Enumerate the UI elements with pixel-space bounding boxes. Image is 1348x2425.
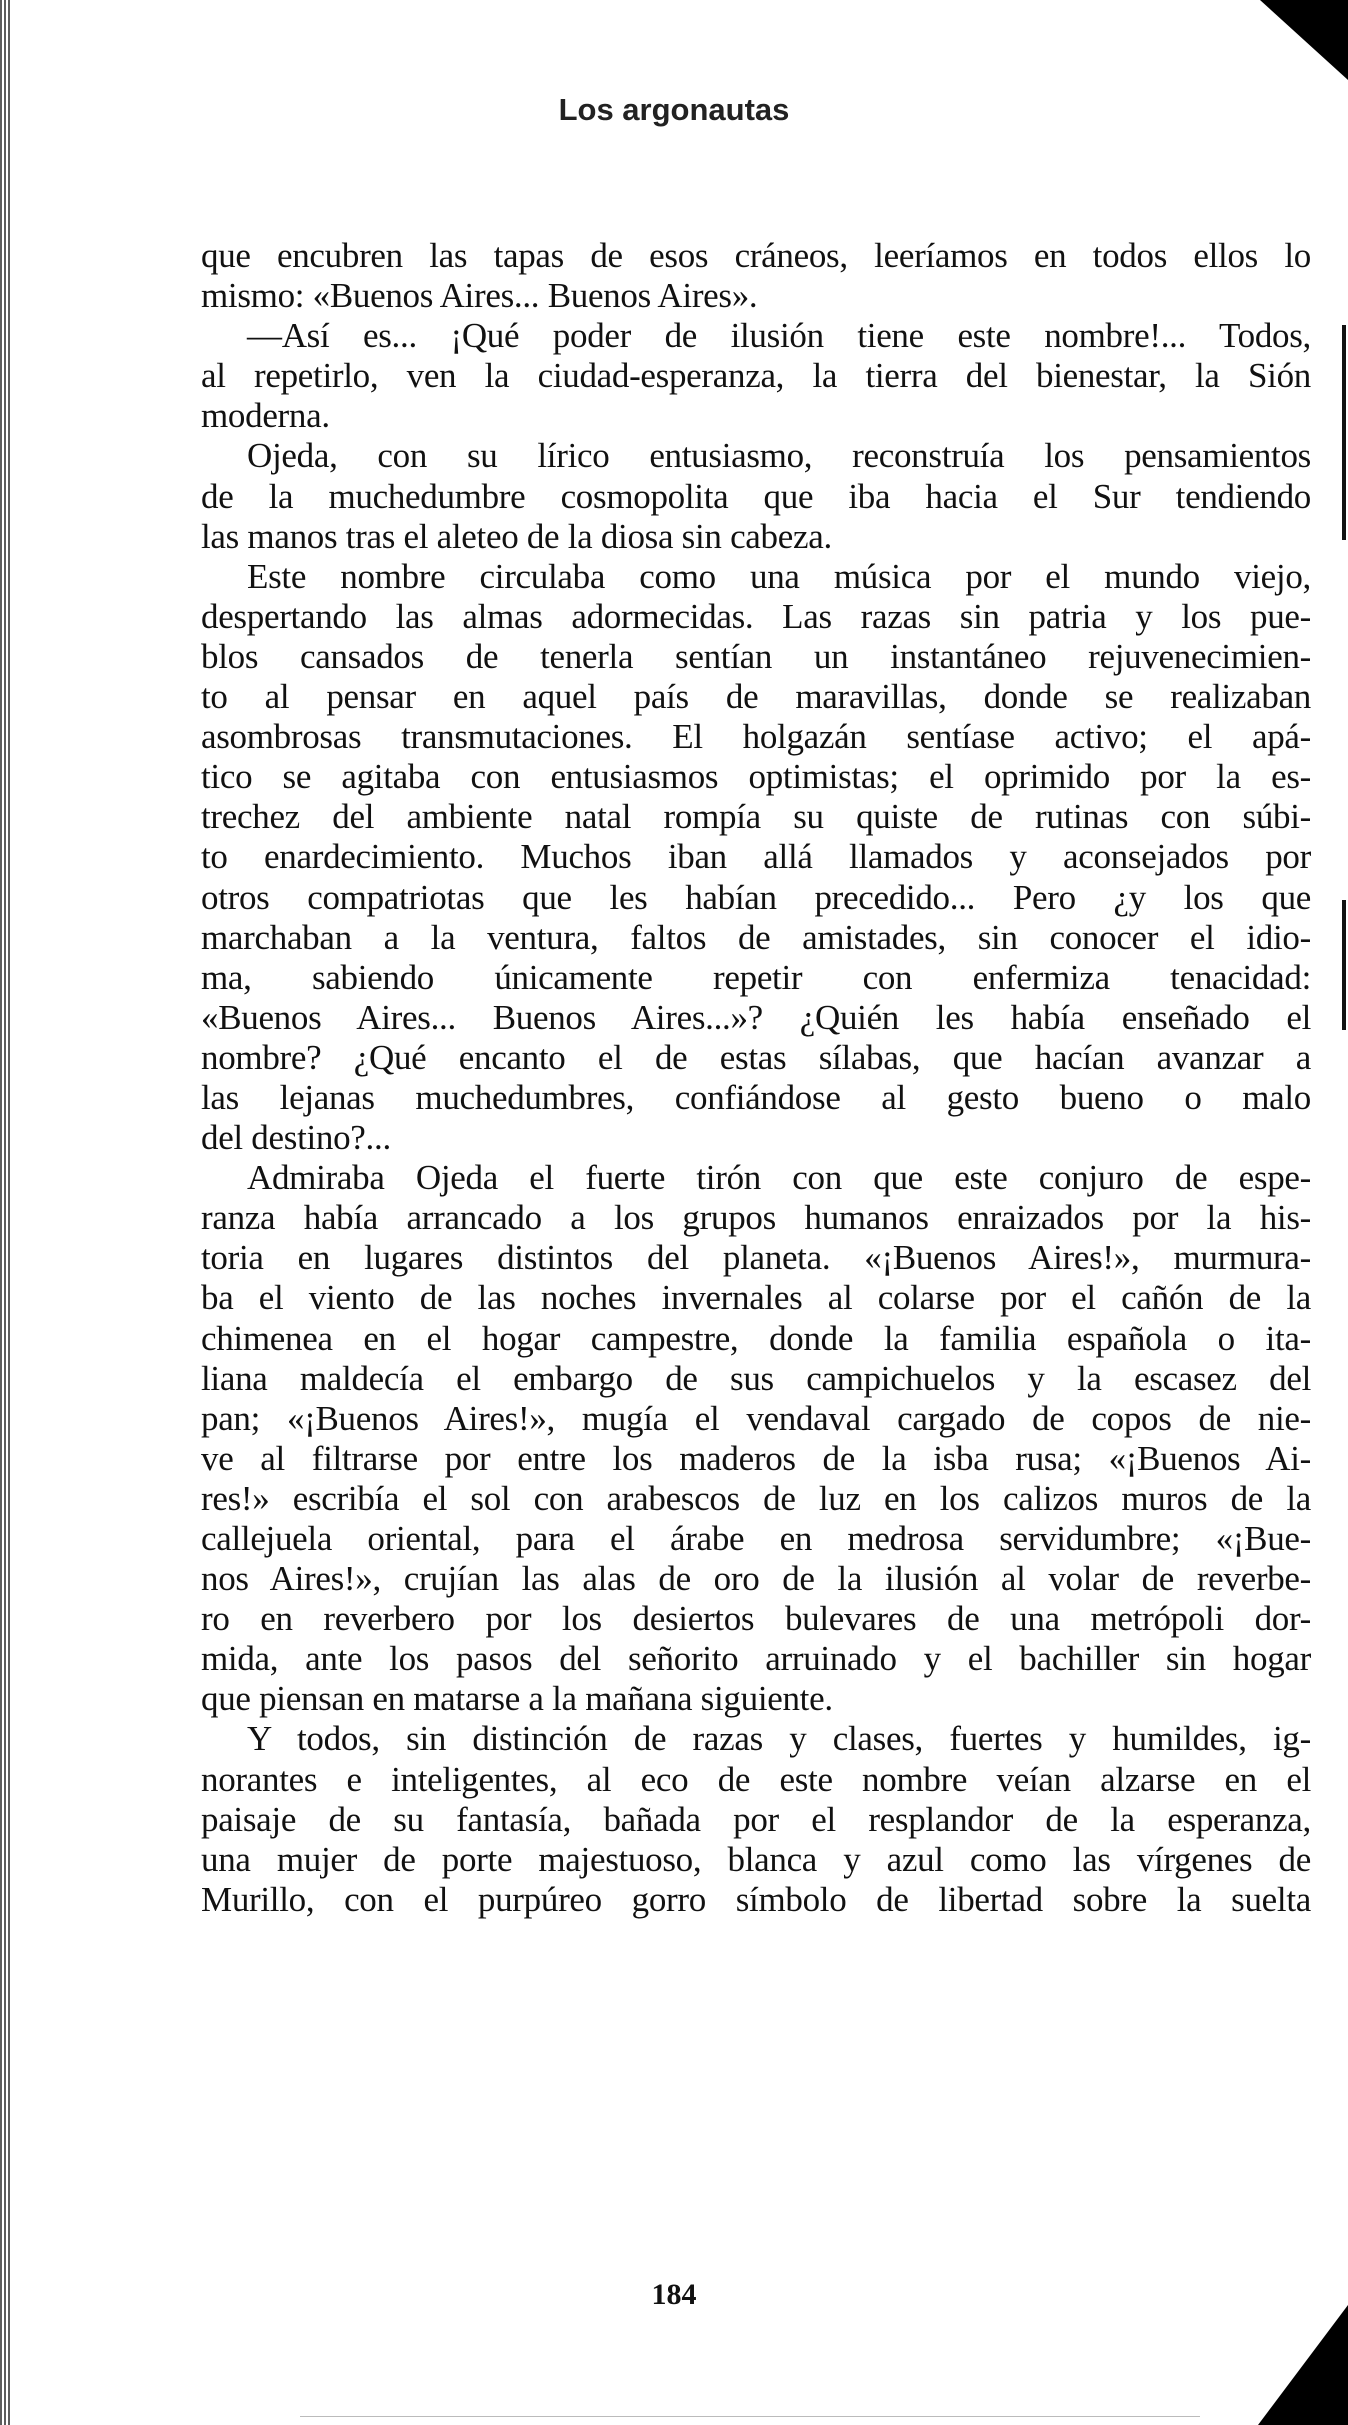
text-line: toria en lugares distintos del planeta. «¡Buenos Aires!», murmura-	[201, 1238, 1311, 1278]
text-line: nombre? ¿Qué encanto el de estas sílabas, que hacían avanzar a	[201, 1037, 1311, 1077]
text-line: marchaban a la ventura, faltos de amistades, sin conocer el idio-	[201, 917, 1311, 957]
page-number: 184	[651, 2278, 697, 2311]
text-line: Y todos, sin distinción de razas y clases, fuertes y humildes, ig-	[247, 1719, 1311, 1759]
text-line: ranza había arrancado a los grupos humanos enraizados por la his-	[201, 1198, 1311, 1238]
text-line: paisaje de su fantasía, bañada por el resplandor de la esperanza,	[201, 1799, 1311, 1839]
text-line: las lejanas muchedumbres, confiándose al gesto bueno o malo	[201, 1077, 1311, 1117]
text-line: ma, sabiendo únicamente repetir con enfermiza tenacidad:	[201, 957, 1311, 997]
text-line: que encubren las tapas de esos cráneos, leeríamos en todos ellos lo	[201, 236, 1311, 275]
text-line: moderna.	[201, 396, 330, 436]
text-line: —Así es... ¡Qué poder de ilusión tiene este nombre!... Todos,	[247, 316, 1311, 356]
text-line: despertando las almas adormecidas. Las razas sin patria y los pue-	[201, 596, 1311, 636]
text-line: asombrosas transmutaciones. El holgazán sentíase activo; el apá-	[201, 717, 1311, 757]
scan-bottom-edge	[300, 2416, 1200, 2417]
running-header	[0, 92, 1348, 128]
text-line: callejuela oriental, para el árabe en medrosa servidumbre; «¡Bue-	[201, 1519, 1311, 1558]
scan-corner-shadow	[1258, 2305, 1348, 2425]
text-line: to al pensar en aquel país de maravillas, donde se realizaban	[201, 677, 1311, 717]
text-line: de la muchedumbre cosmopolita que iba hacia el Sur tendiendo	[201, 476, 1311, 516]
text-line: blos cansados de tenerla sentían un instantáneo rejuvenecimien-	[201, 636, 1311, 676]
text-line: Ojeda, con su lírico entusiasmo, reconstruía los pensamientos	[247, 436, 1311, 476]
text-line: que piensan en matarse a la mañana siguiente.	[201, 1679, 833, 1719]
text-line: Murillo, con el purpúreo gorro símbolo de libertad sobre la suelta	[201, 1879, 1311, 1919]
text-line: trechez del ambiente natal rompía su quiste de rutinas con súbi-	[201, 797, 1311, 837]
book-title: Los argonautas	[558, 92, 790, 127]
text-line: del destino?...	[201, 1118, 391, 1158]
text-line: ve al filtrarse por entre los maderos de la isba rusa; «¡Buenos Ai-	[201, 1438, 1311, 1478]
text-line: otros compatriotas que les habían precedido... Pero ¿y los que	[201, 877, 1311, 917]
text-line: ba el viento de las noches invernales al colarse por el cañón de la	[201, 1278, 1311, 1318]
text-line: tico se agitaba con entusiasmos optimistas; el oprimido por la es-	[201, 757, 1311, 797]
text-line: to enardecimiento. Muchos iban allá llamados y aconsejados por	[201, 837, 1311, 877]
text-line: una mujer de porte majestuoso, blanca y azul como las vírgenes de	[201, 1839, 1311, 1879]
text-line: las manos tras el aleteo de la diosa sin cabeza.	[201, 516, 832, 556]
text-line: chimenea en el hogar campestre, donde la familia española o ita-	[201, 1318, 1311, 1358]
text-line: «Buenos Aires... Buenos Aires...»? ¿Quién les había enseñado el	[201, 997, 1311, 1037]
text-line: ro en reverbero por los desiertos bulevares de una metrópoli dor-	[201, 1599, 1311, 1639]
text-line: liana maldecía el embargo de sus campichuelos y la escasez del	[201, 1358, 1311, 1398]
text-line: Este nombre circulaba como una música por el mundo viejo,	[247, 556, 1311, 596]
text-line: mida, ante los pasos del señorito arruinado y el bachiller sin hogar	[201, 1639, 1311, 1679]
scan-binding-edge	[0, 0, 10, 2425]
text-line: Admiraba Ojeda el fuerte tirón con que este conjuro de espe-	[247, 1158, 1311, 1198]
text-line: norantes e inteligentes, al eco de este nombre veían alzarse en el	[201, 1759, 1311, 1799]
text-line: al repetirlo, ven la ciudad-esperanza, la tierra del bienestar, la Sión	[201, 356, 1311, 396]
body-text	[201, 236, 1311, 1920]
text-line: res!» escribía el sol con arabescos de luz en los calizos muros de la	[201, 1478, 1311, 1518]
scan-margin-mark	[1342, 900, 1346, 1030]
scan-margin-mark	[1342, 325, 1346, 540]
text-line: pan; «¡Buenos Aires!», mugía el vendaval cargado de copos de nie-	[201, 1398, 1311, 1438]
scan-corner-shadow	[1238, 0, 1348, 80]
text-line: mismo: «Buenos Aires... Buenos Aires».	[201, 276, 758, 316]
text-line: nos Aires!», crujían las alas de oro de la ilusión al volar de reverbe-	[201, 1559, 1311, 1599]
